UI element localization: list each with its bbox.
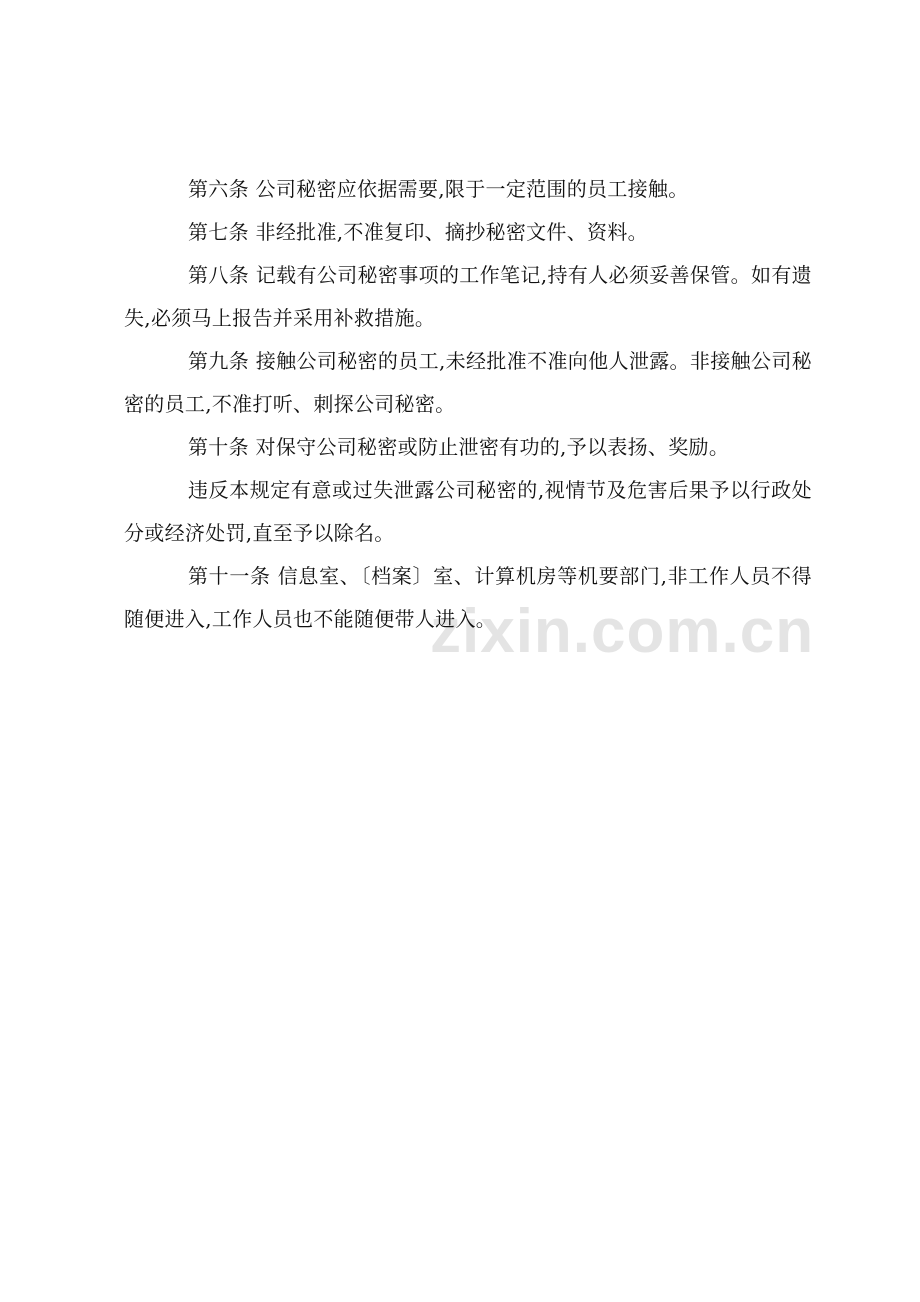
paragraph-article-6: 第六条 公司秘密应依据需要,限于一定范围的员工接触。 [188, 177, 689, 201]
paragraph-article-8: 第八条 记载有公司秘密事项的工作笔记,持有人必须妥善保管。如有遗失,必须马上报告并采用补救措施。 [124, 263, 812, 330]
document-body [124, 168, 812, 641]
paragraph-article-7: 第七条 非经批准,不准复印、摘抄秘密文件、资料。 [188, 220, 648, 244]
paragraph-violation-clause: 违反本规定有意或过失泄露公司秘密的,视情节及危害后果予以行政处分或经济处罚,直至予以除名。 [124, 478, 812, 545]
watermark: zixin.com.cn [430, 597, 815, 666]
paragraph-article-9: 第九条 接触公司秘密的员工,未经批准不准向他人泄露。非接触公司秘密的员工,不准打听、刺探公司秘密。 [124, 349, 812, 416]
paragraph-article-10: 第十条 对保守公司秘密或防止泄密有功的,予以表扬、奖励。 [188, 435, 730, 459]
paragraph-article-11: 第十一条 信息室、〔档案〕室、计算机房等机要部门,非工作人员不得随便进入,工作人员也不能随便带人进入。 [124, 564, 812, 631]
